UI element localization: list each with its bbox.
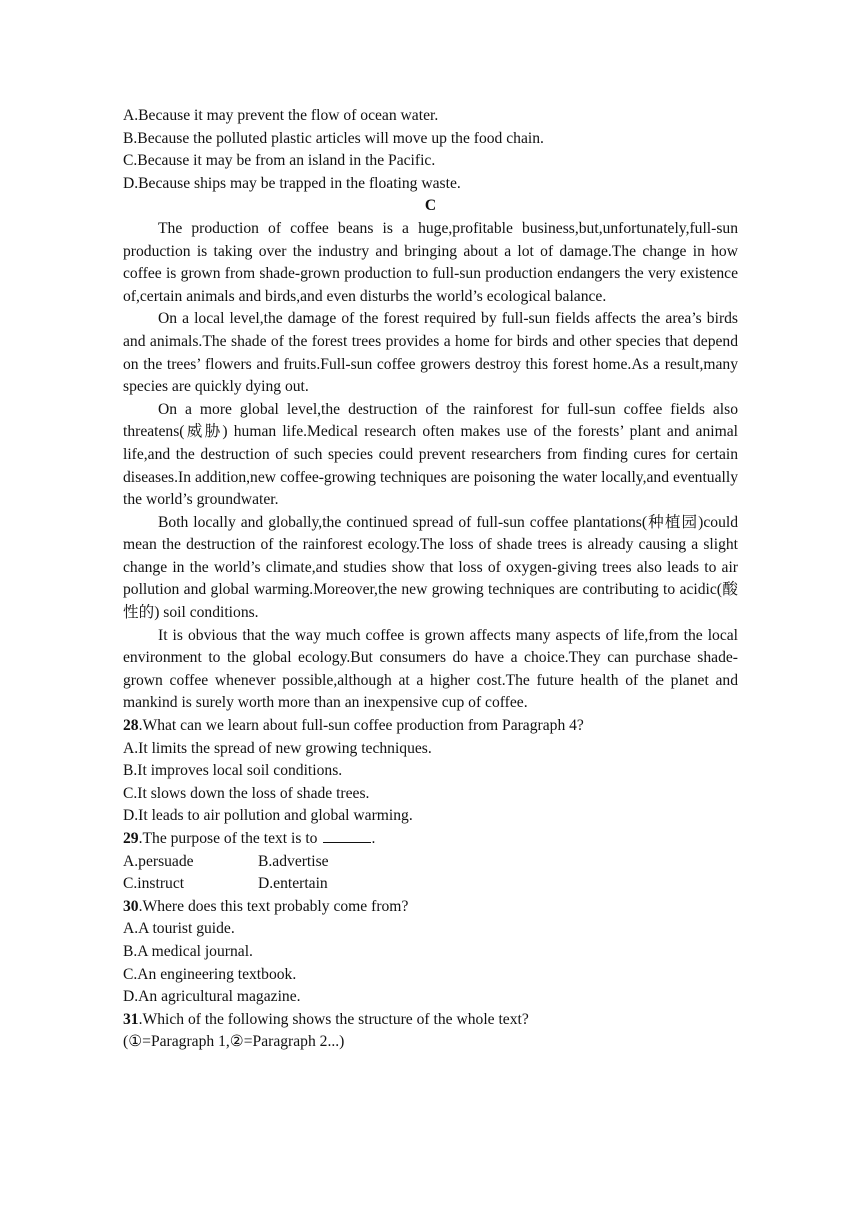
option-c: C.It slows down the loss of shade trees.: [123, 784, 370, 802]
option-a: A.Because it may prevent the flow of ocean water.: [123, 107, 439, 124]
option-row-2: [123, 873, 738, 896]
paragraph-2: On a local level,the damage of the forest required by full-sun fields affects the area’s birds and animals.The shade of the forest trees provides a home for birds and other species that depend on the trees’ flowers and fruits.Full-sun coffee growers destroy this forest home.As a result,many species are quickly dying out.: [123, 310, 738, 396]
question-text: .Which of the following shows the structure of the whole text?: [138, 1010, 529, 1028]
option-b: B.A medical journal.: [123, 942, 253, 960]
paragraph-1: The production of coffee beans is a huge,profitable business,but,unfortunately,full-sun production is taking over the industry and bringing about a lot of damage.The change in how coffee is grown from shade-grown production to full-sun production endangers the very existence of,certain animals and birds,and even disturbs the world’s ecological balance.: [123, 219, 738, 305]
question-30: [123, 896, 738, 1009]
question-stem: [123, 828, 738, 851]
question-text: .What can we learn about full-sun coffee production from Paragraph 4?: [138, 717, 584, 735]
question-28: [123, 715, 738, 828]
option-b: B.It improves local soil conditions.: [123, 762, 343, 780]
option-a: A.persuade: [123, 852, 194, 870]
question-number: 28: [123, 717, 139, 735]
previous-question-options: [123, 105, 738, 195]
question-number: 31: [123, 1010, 139, 1028]
question-stem: [123, 715, 738, 738]
question-number: 30: [123, 897, 139, 915]
paragraph-5: It is obvious that the way much coffee is grown affects many aspects of life,from the local environment to the global ecology.But consumers do have a choice.They can purchase shade-grown coffee whenever possible,although at a higher cost.The future health of the planet and mankind is surely worth more than an inexpensive cup of coffee.: [123, 626, 738, 712]
passage: [123, 218, 738, 715]
option-c: C.Because it may be from an island in the Pacific.: [123, 152, 436, 170]
question-stem: [123, 896, 738, 919]
question-31: [123, 1009, 738, 1054]
question-text: .Where does this text probably come from?: [138, 897, 409, 915]
paragraph-3: On a more global level,the destruction of the rainforest for full-sun coffee fields also threatens(威胁) human life.Medical research often makes use of the forests’ plant and animal life,and the destruction of such species could prevent researchers from finding cures for certain diseases.In addition,new coffee-growing techniques are poisoning the water locally,and eventually the world’s groundwater.: [123, 400, 738, 509]
section-heading: C: [424, 197, 437, 215]
option-d: D.entertain: [258, 875, 328, 893]
question-text-end: .: [371, 830, 376, 847]
option-a: A.It limits the spread of new growing techniques.: [123, 739, 432, 757]
question-29: [123, 828, 738, 896]
option-d: D.Because ships may be trapped in the floating waste.: [123, 174, 461, 192]
option-c: C.An engineering textbook.: [123, 965, 297, 983]
question-stem: [123, 1009, 738, 1032]
option-b: B.Because the polluted plastic articles will move up the food chain.: [123, 129, 544, 147]
option-row-1: [123, 851, 738, 874]
option-a: A.A tourist guide.: [123, 920, 235, 938]
question-text: .The purpose of the text is to: [138, 830, 318, 847]
option-d: D.It leads to air pollution and global warming.: [123, 807, 413, 825]
answer-blank: [323, 828, 371, 843]
option-b: B.advertise: [258, 852, 329, 870]
option-c: C.instruct: [123, 875, 185, 893]
paragraph-key-note: (①=Paragraph 1,②=Paragraph 2...): [123, 1033, 345, 1051]
paragraph-4: Both locally and globally,the continued spread of full-sun coffee plantations(种植园)could mean the destruction of the rainforest ecology.The loss of shade trees is already causing a slight change in the world’s climate,and studies show that loss of oxygen-giving trees also leads to air pollution and global warming.Moreover,the new growing techniques are contributing to acidic(酸性的) soil conditions.: [123, 513, 738, 622]
question-number: 29: [123, 830, 139, 847]
option-d: D.An agricultural magazine.: [123, 988, 301, 1006]
document-page: [123, 105, 738, 1054]
